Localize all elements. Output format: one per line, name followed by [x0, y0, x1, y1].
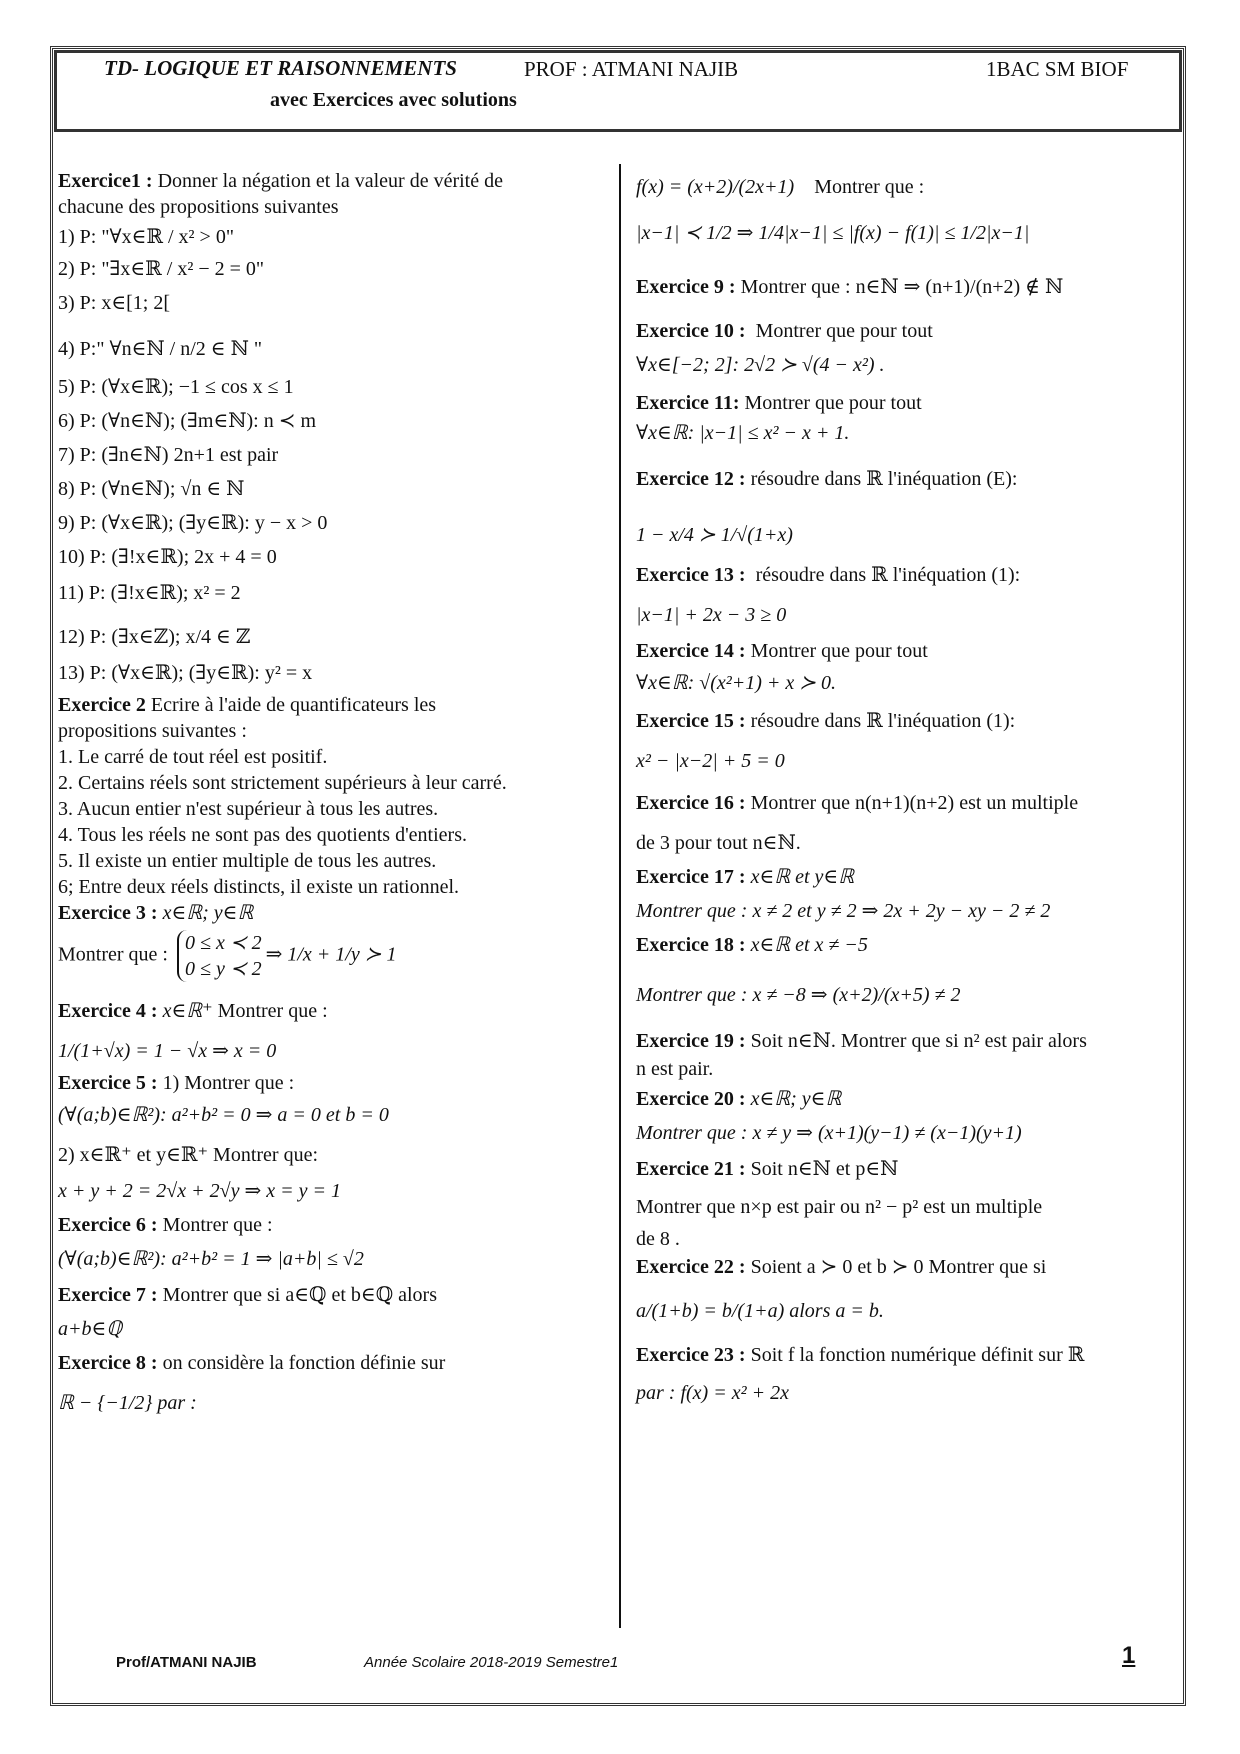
exercise-16: Exercice 16 : Montrer que n(n+1)(n+2) est un multiple [636, 792, 1079, 814]
exercise-15: Exercice 15 : résoudre dans ℝ l'inéquation (1): [636, 710, 1016, 732]
ex12-equation: 1 − x/4 ≻ 1/√(1+x) [636, 524, 793, 546]
ex1-item: 2) P: "∃x∈ℝ / x² − 2 = 0" [58, 258, 265, 280]
ex1-item: 12) P: (∃x∈ℤ); x/4 ∈ ℤ [58, 626, 251, 648]
exercise-1-intro: chacune des propositions suivantes [58, 196, 339, 218]
ex2-item: 3. Aucun entier n'est supérieur à tous les autres. [58, 798, 439, 820]
ex11-equation: ∀x∈ℝ: |x−1| ≤ x² − x + 1. [636, 422, 850, 444]
ex1-item: 3) P: x∈[1; 2[ [58, 292, 171, 314]
ex21-text-2: de 8 . [636, 1228, 680, 1250]
ex19-text: n est pair. [636, 1058, 714, 1080]
footer-author: Prof/ATMANI NAJIB [116, 1654, 257, 1671]
exercise-7: Exercice 7 : Montrer que si a∈ℚ et b∈ℚ alors [58, 1284, 437, 1306]
ex20-equation: Montrer que : x ≠ y ⇒ (x+1)(y−1) ≠ (x−1)(y+1) [636, 1122, 1022, 1144]
exercise-6: Exercice 6 : Montrer que : [58, 1214, 273, 1236]
exercise-10: Exercice 10 : Montrer que pour tout [636, 320, 933, 342]
exercise-19: Exercice 19 : Soit n∈ℕ. Montrer que si n² est pair alors [636, 1030, 1087, 1052]
footer-year: Année Scolaire 2018-2019 Semestre1 [364, 1654, 619, 1671]
ex2-item: 4. Tous les réels ne sont pas des quotients d'entiers. [58, 824, 467, 846]
exercise-18: Exercice 18 : x∈ℝ et x ≠ −5 [636, 934, 868, 956]
exercise-3-statement: Montrer que : 0 ≤ x ≺ 2 0 ≤ y ≺ 2 ⇒ 1/x + 1/y ≻ 1 [58, 932, 397, 980]
exercise-11: Exercice 11: Montrer que pour tout [636, 392, 922, 414]
ex17-equation: Montrer que : x ≠ 2 et y ≠ 2 ⇒ 2x + 2y − xy − 2 ≠ 2 [636, 900, 1051, 922]
exercise-8: Exercice 8 : on considère la fonction définie sur [58, 1352, 446, 1374]
ex1-item: 10) P: (∃!x∈ℝ); 2x + 4 = 0 [58, 546, 277, 568]
ex13-equation: |x−1| + 2x − 3 ≥ 0 [636, 604, 787, 626]
exercise-20: Exercice 20 : x∈ℝ; y∈ℝ [636, 1088, 842, 1110]
ex5-equation-2: x + y + 2 = 2√x + 2√y ⇒ x = y = 1 [58, 1180, 341, 1202]
ex2-item: 6; Entre deux réels distincts, il existe un rationnel. [58, 876, 460, 898]
exercise-2-intro: propositions suivantes : [58, 720, 247, 742]
exercise-17: Exercice 17 : x∈ℝ et y∈ℝ [636, 866, 855, 888]
ex5-equation-1: (∀(a;b)∈ℝ²): a²+b² = 0 ⇒ a = 0 et b = 0 [58, 1104, 389, 1126]
exercise-23: Exercice 23 : Soit f la fonction numérique définit sur ℝ [636, 1344, 1085, 1366]
ex1-item: 13) P: (∀x∈ℝ); (∃y∈ℝ): y² = x [58, 662, 313, 684]
ex3-system: 0 ≤ x ≺ 2 0 ≤ y ≺ 2 [177, 930, 262, 982]
ex14-equation: ∀x∈ℝ: √(x²+1) + x ≻ 0. [636, 672, 837, 694]
ex22-equation: a/(1+b) = b/(1+a) alors a = b. [636, 1300, 884, 1322]
header-subtitle: avec Exercices avec solutions [270, 89, 517, 111]
ex5-part-2: 2) x∈ℝ⁺ et y∈ℝ⁺ Montrer que: [58, 1144, 319, 1166]
ex21-text: Montrer que n×p est pair ou n² − p² est un multiple [636, 1196, 1043, 1218]
ex10-equation: ∀x∈[−2; 2]: 2√2 ≻ √(4 − x²) . [636, 354, 885, 376]
ex23-equation: par : f(x) = x² + 2x [636, 1382, 789, 1404]
ex1-item: 8) P: (∀n∈ℕ); √n ∈ ℕ [58, 478, 245, 500]
ex4-equation: 1/(1+√x) = 1 − √x ⇒ x = 0 [58, 1040, 277, 1062]
exercise-12: Exercice 12 : résoudre dans ℝ l'inéquation (E): [636, 468, 1018, 490]
page-title: TD- LOGIQUE ET RAISONNEMENTS [104, 56, 457, 80]
exercise-1: Exercice1 : Donner la négation et la valeur de vérité de [58, 170, 503, 192]
exercise-21: Exercice 21 : Soit n∈ℕ et p∈ℕ [636, 1158, 899, 1180]
ex1-item: 5) P: (∀x∈ℝ); −1 ≤ cos x ≤ 1 [58, 376, 294, 398]
exercise-5: Exercice 5 : 1) Montrer que : [58, 1072, 295, 1094]
ex8-equation: |x−1| ≺ 1/2 ⇒ 1/4|x−1| ≤ |f(x) − f(1)| ≤ 1/2|x−1| [636, 222, 1030, 244]
ex2-item: 2. Certains réels sont strictement supérieurs à leur carré. [58, 772, 507, 794]
ex1-item: 11) P: (∃!x∈ℝ); x² = 2 [58, 582, 241, 604]
left-column [58, 168, 610, 1416]
ex2-item: 5. Il existe un entier multiple de tous les autres. [58, 850, 437, 872]
exercise-3: Exercice 3 : x∈ℝ; y∈ℝ [58, 902, 254, 924]
ex6-equation: (∀(a;b)∈ℝ²): a²+b² = 1 ⇒ |a+b| ≤ √2 [58, 1248, 364, 1270]
ex1-item: 1) P: "∀x∈ℝ / x² > 0" [58, 226, 234, 248]
ex8-domain: ℝ − {−1/2} par : [58, 1392, 197, 1414]
right-column [636, 168, 1176, 1406]
exercise-14: Exercice 14 : Montrer que pour tout [636, 640, 928, 662]
ex15-equation: x² − |x−2| + 5 = 0 [636, 750, 785, 772]
ex1-item: 4) P:" ∀n∈ℕ / n/2 ∈ ℕ " [58, 338, 263, 360]
ex7-equation: a+b∈ℚ [58, 1318, 123, 1340]
exercise-22: Exercice 22 : Soient a ≻ 0 et b ≻ 0 Montrer que si [636, 1256, 1047, 1278]
exercise-4: Exercice 4 : x∈ℝ⁺ Montrer que : [58, 1000, 328, 1022]
exercise-9: Exercice 9 : Montrer que : n∈ℕ ⇒ (n+1)/(n+2) ∉ ℕ [636, 276, 1064, 298]
exercise-13: Exercice 13 : résoudre dans ℝ l'inéquation (1): [636, 564, 1021, 586]
ex2-item: 1. Le carré de tout réel est positif. [58, 746, 328, 768]
header-class: 1BAC SM BIOF [986, 57, 1129, 81]
ex1-item: 6) P: (∀n∈ℕ); (∃m∈ℕ): n ≺ m [58, 410, 317, 432]
ex1-item: 7) P: (∃n∈ℕ) 2n+1 est pair [58, 444, 279, 466]
header-prof: PROF : ATMANI NAJIB [524, 57, 739, 81]
ex8-function: f(x) = (x+2)/(2x+1) Montrer que : [636, 176, 925, 198]
ex16-text: de 3 pour tout n∈ℕ. [636, 832, 801, 854]
page-number: 1 [1122, 1642, 1136, 1669]
column-divider [619, 164, 621, 1628]
ex1-item: 9) P: (∀x∈ℝ); (∃y∈ℝ): y − x > 0 [58, 512, 328, 534]
ex18-equation: Montrer que : x ≠ −8 ⇒ (x+2)/(x+5) ≠ 2 [636, 984, 961, 1006]
exercise-2: Exercice 2 Ecrire à l'aide de quantificateurs les [58, 694, 437, 716]
